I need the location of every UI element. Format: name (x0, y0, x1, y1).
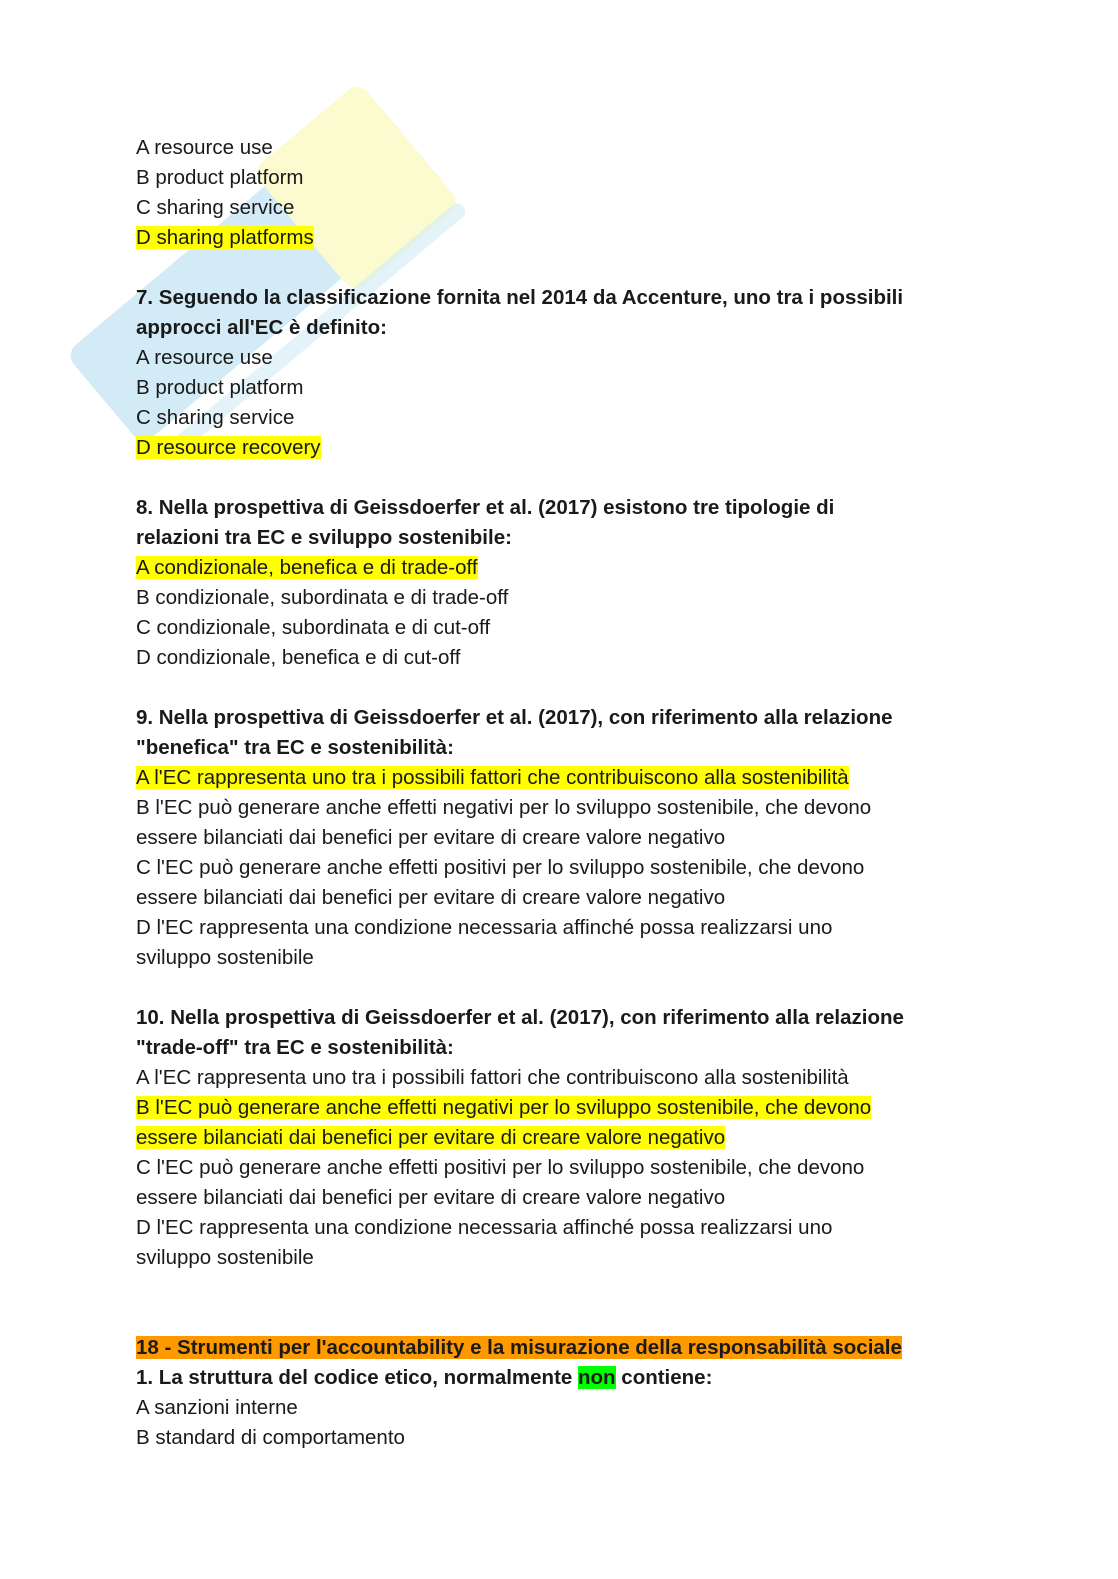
q8-option-c: C condizionale, subordinata e di cut-off (136, 616, 491, 639)
section-18-question-1-text: 1. La struttura del codice etico, normalmente non contiene: (136, 1366, 713, 1389)
q10-option-d-cont: sviluppo sostenibile (136, 1246, 314, 1269)
q7-option-b: B product platform (136, 376, 304, 399)
previous-question-options (136, 133, 996, 253)
question-9 (136, 703, 996, 973)
q10-option-b-correct: B l'EC può generare anche effetti negativi per lo sviluppo sostenibile, che devono (136, 1096, 872, 1119)
q9-option-b: B l'EC può generare anche effetti negativi per lo sviluppo sostenibile, che devono (136, 796, 872, 819)
q7-option-a: A resource use (136, 346, 273, 369)
question-8 (136, 493, 996, 673)
q10-option-c-cont: essere bilanciati dai benefici per evitare di creare valore negativo (136, 1186, 726, 1209)
s18-q1-option-a: A sanzioni interne (136, 1396, 298, 1419)
question-8-text-cont: relazioni tra EC e sviluppo sostenibile: (136, 526, 512, 549)
q8-option-a-correct: A condizionale, benefica e di trade-off (136, 556, 478, 579)
q9-option-d: D l'EC rappresenta una condizione necessaria affinché possa realizzarsi uno (136, 916, 833, 939)
question-7-text: 7. Seguendo la classificazione fornita nel 2014 da Accenture, uno tra i possibili (136, 286, 904, 309)
question-7-text-cont: approcci all'EC è definito: (136, 316, 387, 339)
s18-q1-option-b: B standard di comportamento (136, 1426, 405, 1449)
q10-option-a: A l'EC rappresenta uno tra i possibili fattori che contribuiscono alla sostenibilità (136, 1066, 849, 1089)
option-d-correct: D sharing platforms (136, 226, 314, 249)
document-page (136, 133, 996, 1453)
question-10-text: 10. Nella prospettiva di Geissdoerfer et al. (2017), con riferimento alla relazione (136, 1006, 904, 1029)
q7-option-d-correct: D resource recovery (136, 436, 321, 459)
option-c: C sharing service (136, 196, 295, 219)
question-9-text: 9. Nella prospettiva di Geissdoerfer et al. (2017), con riferimento alla relazione (136, 706, 893, 729)
q9-option-c: C l'EC può generare anche effetti positivi per lo sviluppo sostenibile, che devono (136, 856, 865, 879)
section-18 (136, 1333, 996, 1453)
section-18-title: 18 - Strumenti per l'accountability e la misurazione della responsabilità sociale (136, 1336, 902, 1359)
q7-option-c: C sharing service (136, 406, 295, 429)
q8-option-d: D condizionale, benefica e di cut-off (136, 646, 461, 669)
q10-option-c: C l'EC può generare anche effetti positivi per lo sviluppo sostenibile, che devono (136, 1156, 865, 1179)
q10-option-d: D l'EC rappresenta una condizione necessaria affinché possa realizzarsi uno (136, 1216, 833, 1239)
q9-option-c-cont: essere bilanciati dai benefici per evitare di creare valore negativo (136, 886, 726, 909)
question-10-text-cont: "trade-off" tra EC e sostenibilità: (136, 1036, 454, 1059)
q9-option-a-correct: A l'EC rappresenta uno tra i possibili fattori che contribuiscono alla sostenibilità (136, 766, 849, 789)
option-b: B product platform (136, 166, 304, 189)
q9-option-d-cont: sviluppo sostenibile (136, 946, 314, 969)
question-10 (136, 1003, 996, 1273)
q10-option-b-correct-cont: essere bilanciati dai benefici per evitare di creare valore negativo (136, 1126, 726, 1149)
q9-option-b-cont: essere bilanciati dai benefici per evitare di creare valore negativo (136, 826, 726, 849)
option-a: A resource use (136, 136, 273, 159)
q8-option-b: B condizionale, subordinata e di trade-off (136, 586, 509, 609)
keyword-non-highlight: non (578, 1366, 616, 1389)
question-7 (136, 283, 996, 463)
question-9-text-cont: "benefica" tra EC e sostenibilità: (136, 736, 454, 759)
question-8-text: 8. Nella prospettiva di Geissdoerfer et al. (2017) esistono tre tipologie di (136, 496, 835, 519)
